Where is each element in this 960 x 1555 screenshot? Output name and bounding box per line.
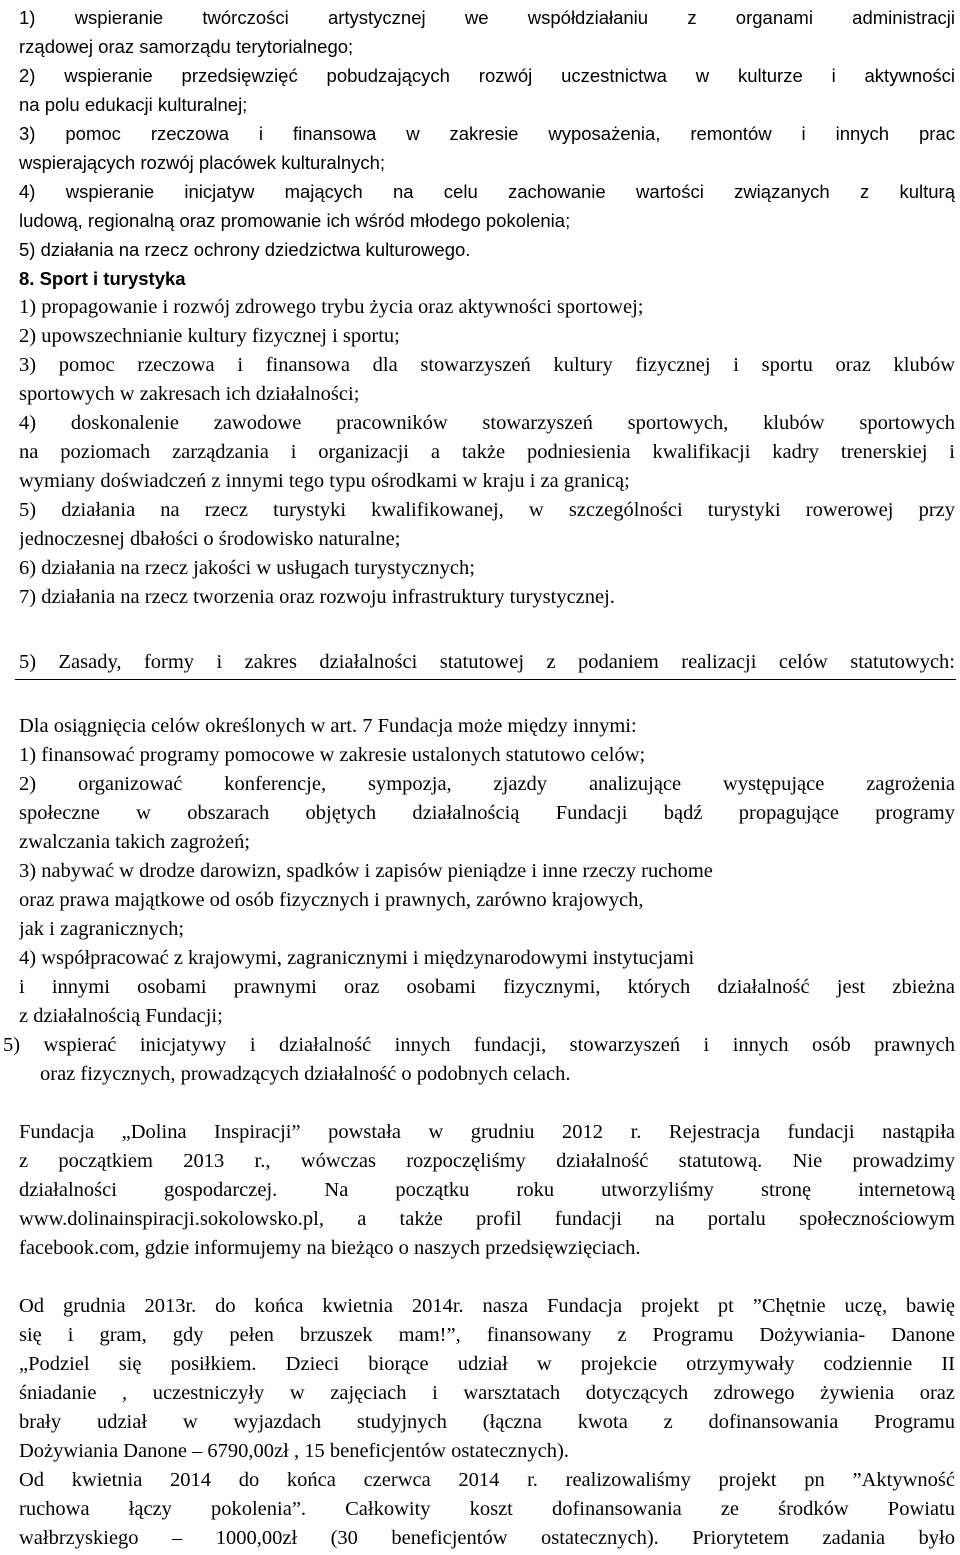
- section-heading: 8. Sport i turystyka: [19, 268, 186, 289]
- text-line: działalności gospodarczej. Na początku roku utworzyliśmy stronę internetową: [19, 1179, 955, 1201]
- text-line: rządowej oraz samorządu terytorialnego;: [19, 36, 354, 57]
- text-line: społeczne w obszarach objętych działalnością Fundacji bądź propagujące programy: [19, 802, 955, 824]
- text-line: Od grudnia 2013r. do końca kwietnia 2014r. nasza Fundacja projekt pt ”Chętnie uczę, bawię: [19, 1295, 955, 1317]
- text-line: i innymi osobami prawnymi oraz osobami fizycznymi, których działalność jest zbieżna: [19, 976, 955, 998]
- text-line: Od kwietnia 2014 do końca czerwca 2014 r. realizowaliśmy projekt pn ”Aktywność: [19, 1469, 955, 1491]
- text-line: się i gram, gdy pełen brzuszek mam!”, finansowany z Programu Dożywiania- Danone: [19, 1324, 955, 1346]
- text-line: 7) działania na rzecz tworzenia oraz rozwoju infrastruktury turystycznej.: [19, 586, 615, 608]
- text-line: 4) doskonalenie zawodowe pracowników stowarzyszeń sportowych, klubów sportowych: [19, 412, 955, 434]
- text-line: brały udział w wyjazdach studyjnych (łączna kwota z dofinansowania Programu: [19, 1411, 955, 1433]
- text-line: 1) wspieranie twórczości artystycznej we współdziałaniu z organami administracji: [19, 7, 955, 28]
- text-line: oraz prawa majątkowe od osób fizycznych i prawnych, zarówno krajowych,: [19, 889, 644, 911]
- text-line: 1) finansować programy pomocowe w zakresie ustalonych statutowo celów;: [19, 744, 646, 766]
- text-line: 3) nabywać w drodze darowizn, spadków i zapisów pieniądze i inne rzeczy ruchome: [19, 860, 713, 882]
- horizontal-rule: [15, 679, 956, 680]
- text-line: Dla osiągnięcia celów określonych w art. 7 Fundacja może między innymi:: [19, 715, 637, 737]
- section-heading: 5) Zasady, formy i zakres działalności statutowej z podaniem realizacji celów statutowych:: [19, 651, 955, 673]
- text-line: 2) wspieranie przedsięwzięć pobudzających rozwój uczestnictwa w kulturze i aktywności: [19, 65, 955, 86]
- text-line: Fundacja „Dolina Inspiracji” powstała w grudniu 2012 r. Rejestracja fundacji nastąpiła: [19, 1121, 955, 1143]
- text-line: 2) organizować konferencje, sympozja, zjazdy analizujące występujące zagrożenia: [19, 773, 955, 795]
- text-line: 3) pomoc rzeczowa i finansowa w zakresie wyposażenia, remontów i innych prac: [19, 123, 955, 144]
- text-line: z działalnością Fundacji;: [19, 1005, 223, 1027]
- text-line: facebook.com, gdzie informujemy na bieżąco o naszych przedsięwzięciach.: [19, 1237, 641, 1259]
- text-line: śniadanie , uczestniczyły w zajęciach i warsztatach dotyczących zdrowego żywienia oraz: [19, 1382, 955, 1404]
- text-line: na polu edukacji kulturalnej;: [19, 94, 248, 115]
- text-line: „Podziel się posiłkiem. Dzieci biorące udział w projekcie otrzymywały codziennie II: [19, 1353, 955, 1375]
- text-line: 5) działania na rzecz turystyki kwalifikowanej, w szczególności turystyki rowerowej przy: [19, 499, 955, 521]
- text-line: z początkiem 2013 r., wówczas rozpoczęliśmy działalność statutową. Nie prowadzimy: [19, 1150, 955, 1172]
- text-line: 1) propagowanie i rozwój zdrowego trybu życia oraz aktywności sportowej;: [19, 296, 644, 318]
- text-line: sportowych w zakresach ich działalności;: [19, 383, 360, 405]
- text-line: 5) wspierać inicjatywy i działalność innych fundacji, stowarzyszeń i innych osób prawnych: [3, 1034, 955, 1056]
- text-line: oraz fizycznych, prowadzących działalność o podobnych celach.: [40, 1063, 571, 1085]
- text-line: wspierających rozwój placówek kulturalnych;: [19, 152, 386, 173]
- text-line: zwalczania takich zagrożeń;: [19, 831, 251, 853]
- text-line: 4) współpracować z krajowymi, zagranicznymi i międzynarodowymi instytucjami: [19, 947, 695, 969]
- text-line: ludową, regionalną oraz promowanie ich wśród młodego pokolenia;: [19, 210, 571, 231]
- text-line: ruchowa łączy pokolenia”. Całkowity koszt dofinansowania ze środków Powiatu: [19, 1498, 955, 1520]
- text-line: wymiany doświadczeń z innymi tego typu ośrodkami w kraju i za granicą;: [19, 470, 630, 492]
- text-line: www.dolinainspiracji.sokolowsko.pl, a także profil fundacji na portalu społecznościowym: [19, 1208, 955, 1230]
- text-line: 4) wspieranie inicjatyw mających na celu zachowanie wartości związanych z kulturą: [19, 181, 955, 202]
- text-line: jednoczesnej dbałości o środowisko naturalne;: [19, 528, 401, 550]
- text-line: na poziomach zarządzania i organizacji a także podniesienia kwalifikacji kadry trenerskiej i: [19, 441, 955, 463]
- text-line: 5) działania na rzecz ochrony dziedzictwa kulturowego.: [19, 239, 471, 260]
- text-line: Dożywiania Danone – 6790,00zł , 15 beneficjentów ostatecznych).: [19, 1440, 569, 1462]
- text-line: wałbrzyskiego – 1000,00zł (30 beneficjentów ostatecznych). Priorytetem zadania było: [19, 1527, 955, 1549]
- text-line: 3) pomoc rzeczowa i finansowa dla stowarzyszeń kultury fizycznej i sportu oraz klubów: [19, 354, 955, 376]
- text-line: jak i zagranicznych;: [19, 918, 185, 940]
- text-line: 6) działania na rzecz jakości w usługach turystycznych;: [19, 557, 475, 579]
- text-line: 2) upowszechnianie kultury fizycznej i sportu;: [19, 325, 400, 347]
